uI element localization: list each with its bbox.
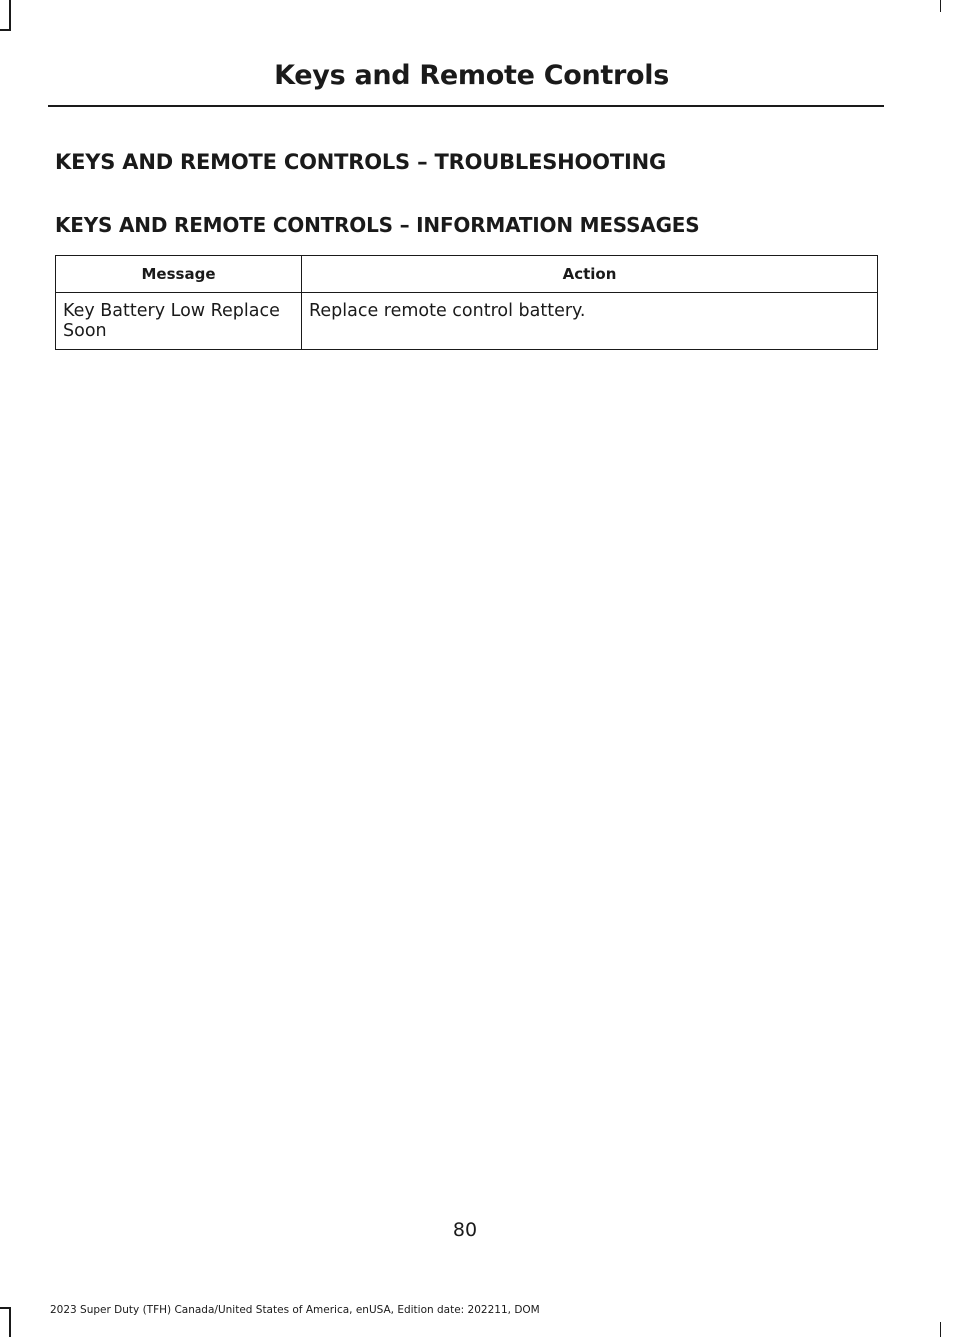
crop-mark-bottom-left-vertical — [9, 1307, 11, 1337]
section-title-information-messages: KEYS AND REMOTE CONTROLS – INFORMATION MESSAGES — [55, 213, 700, 237]
page-header-title: Keys and Remote Controls — [274, 60, 669, 91]
information-messages-table — [55, 255, 878, 350]
section-title-troubleshooting: KEYS AND REMOTE CONTROLS – TROUBLESHOOTING — [55, 150, 666, 174]
crop-mark-top-right-vertical — [940, 0, 941, 12]
crop-mark-top-left-horizontal — [0, 29, 11, 31]
column-header-action: Action — [302, 256, 878, 293]
cell-action: Replace remote control battery. — [302, 293, 878, 350]
header-rule — [48, 105, 884, 107]
table-header-row — [56, 256, 878, 293]
crop-mark-bottom-right-vertical — [940, 1322, 941, 1337]
cell-message: Key Battery Low Replace Soon — [56, 293, 302, 350]
table-row — [56, 293, 878, 350]
footer-edition-text: 2023 Super Duty (TFH) Canada/United States of America, enUSA, Edition date: 202211, DOM — [50, 1304, 540, 1316]
crop-mark-top-left-vertical — [9, 0, 11, 30]
page-number: 80 — [452, 1219, 478, 1241]
column-header-message: Message — [56, 256, 302, 293]
crop-mark-bottom-left-horizontal — [0, 1307, 11, 1309]
